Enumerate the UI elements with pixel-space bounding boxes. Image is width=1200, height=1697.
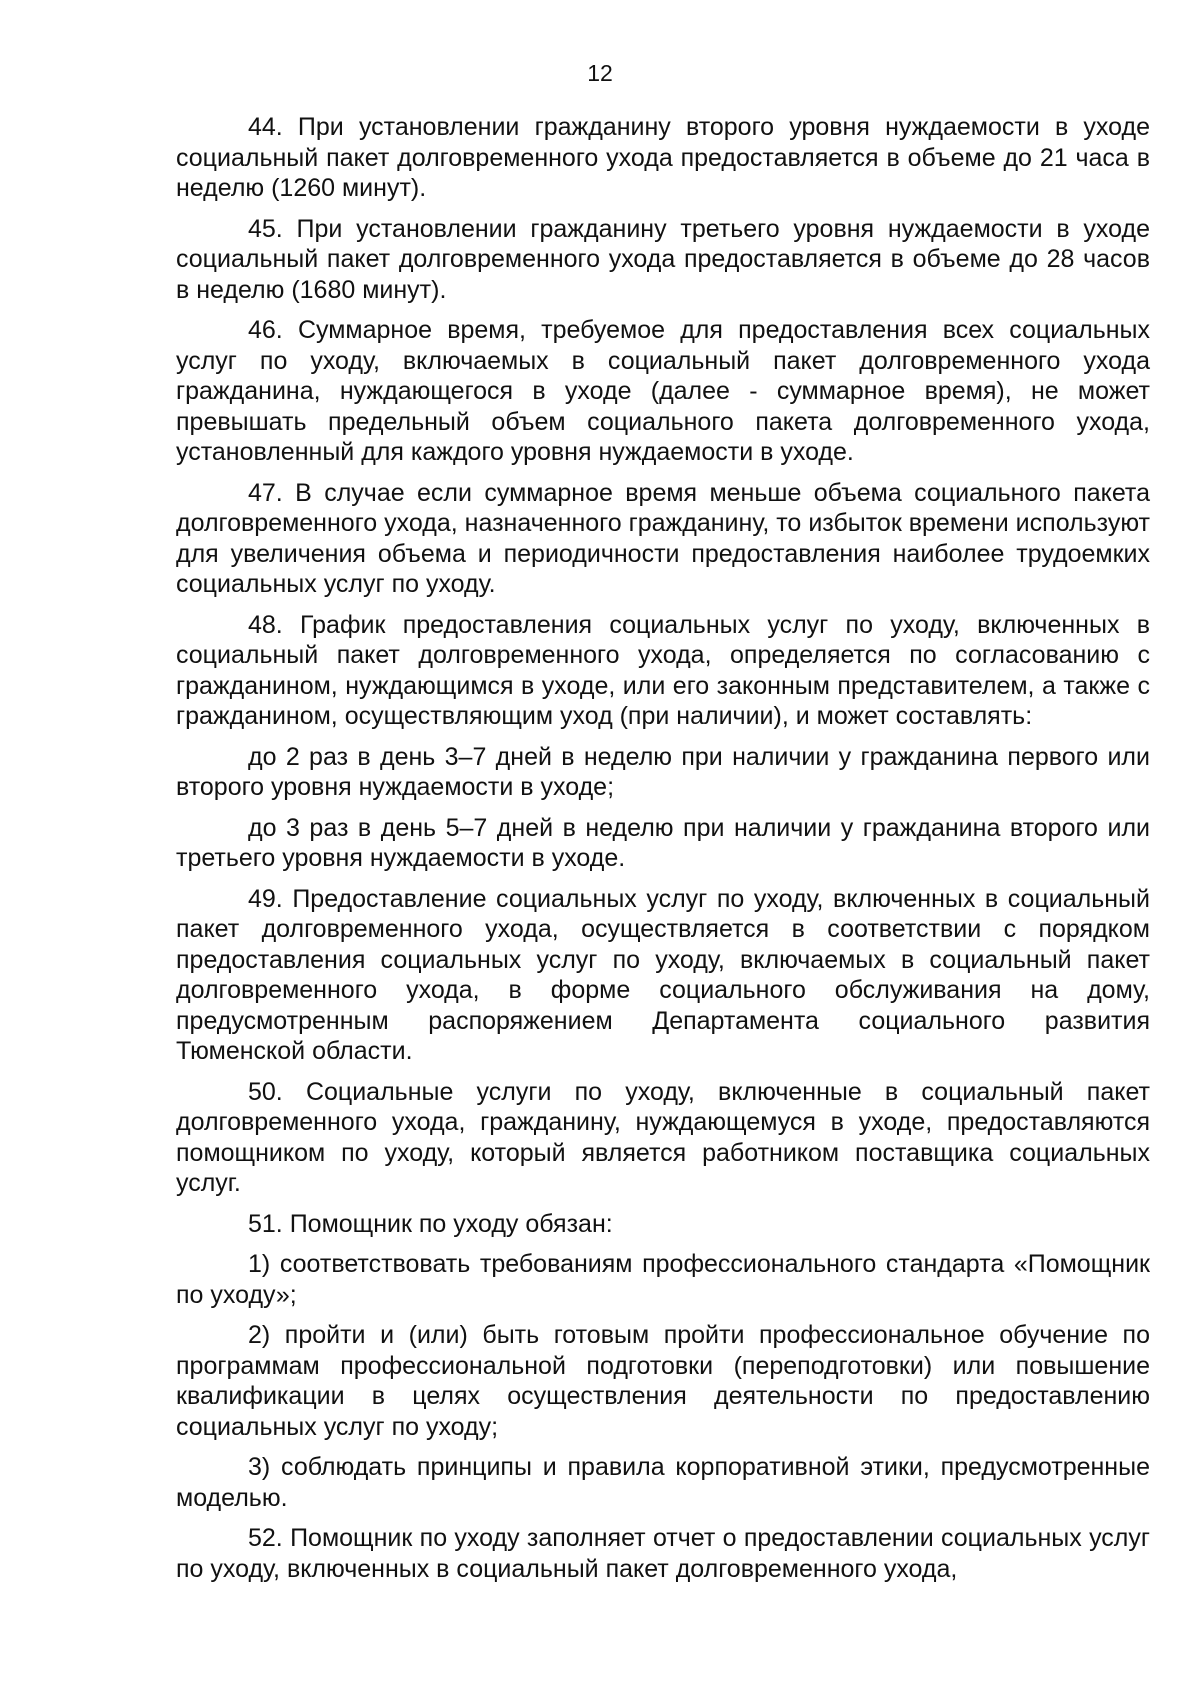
paragraph-51-item-2: 2) пройти и (или) быть готовым пройти профессиональное обучение по программам профессиональной подготовки (переподготовки) или повышение квалификации в целях осуществления деятельности по предоставлению социальных услуг по уходу; [176, 1321, 1150, 1441]
document-body [176, 112, 1150, 1594]
paragraph-49: 49. Предоставление социальных услуг по уходу, включенных в социальный пакет долговременного ухода, осуществляется в соответствии с порядком предоставления социальных услуг по уходу, включаемых в социальный пакет долговременного ухода, в форме социального обслуживания на дому, предусмотренным распоряжением Департамента социального развития Тюменской области. [176, 884, 1150, 1065]
paragraph-50: 50. Социальные услуги по уходу, включенные в социальный пакет долговременного ухода, гражданину, нуждающемуся в уходе, предоставляются помощником по уходу, который является работником поставщика социальных услуг. [176, 1077, 1150, 1197]
page-number: 12 [587, 60, 613, 86]
paragraph-47: 47. В случае если суммарное время меньше объема социального пакета долговременного ухода, назначенного гражданину, то избыток времени используют для увеличения объема и периодичности предоставления наиболее трудоемких социальных услуг по уходу. [176, 478, 1150, 598]
paragraph-48-option-2: до 3 раз в день 5–7 дней в неделю при наличии у гражданина второго или третьего уровня нуждаемости в уходе. [176, 813, 1150, 872]
paragraph-52: 52. Помощник по уходу заполняет отчет о предоставлении социальных услуг по уходу, включенных в социальный пакет долговременного ухода, [176, 1524, 1150, 1583]
paragraph-48: 48. График предоставления социальных услуг по уходу, включенных в социальный пакет долговременного ухода, определяется по согласованию с гражданином, нуждающимся в уходе, или его законным представителем, а также с гражданином, осуществляющим уход (при наличии), и может составлять: [176, 610, 1150, 730]
paragraph-45: 45. При установлении гражданину третьего уровня нуждаемости в уходе социальный пакет долговременного ухода предоставляется в объеме до 28 часов в неделю (1680 минут). [176, 214, 1150, 304]
paragraph-51-item-1: 1) соответствовать требованиям профессионального стандарта «Помощник по уходу»; [176, 1250, 1150, 1309]
paragraph-44: 44. При установлении гражданину второго уровня нуждаемости в уходе социальный пакет долговременного ухода предоставляется в объеме до 21 часа в неделю (1260 минут). [176, 113, 1150, 202]
paragraph-51-item-3: 3) соблюдать принципы и правила корпоративной этики, предусмотренные моделью. [176, 1453, 1150, 1512]
paragraph-51: 51. Помощник по уходу обязан: [248, 1209, 613, 1238]
paragraph-48-option-1: до 2 раз в день 3–7 дней в неделю при наличии у гражданина первого или второго уровня нуждаемости в уходе; [176, 742, 1150, 801]
paragraph-46: 46. Суммарное время, требуемое для предоставления всех социальных услуг по уходу, включаемых в социальный пакет долговременного ухода гражданина, нуждающегося в уходе (далее - суммарное время), не может превышать предельный объем социального пакета долговременного ухода, установленный для каждого уровня нуждаемости в уходе. [176, 316, 1150, 466]
